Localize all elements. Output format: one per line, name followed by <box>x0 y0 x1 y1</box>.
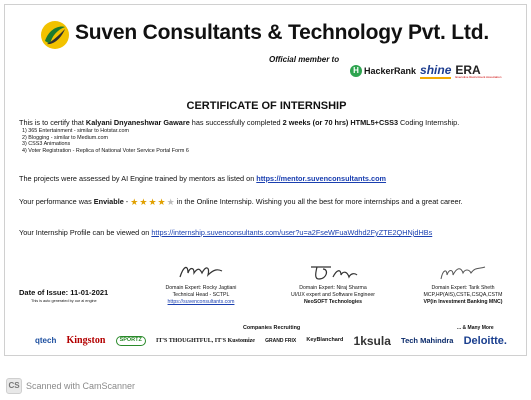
partner-logos <box>350 61 501 81</box>
signature-icon <box>437 261 489 283</box>
recruiter-logo: GRAND FRIX <box>265 337 297 344</box>
recruiter-logo: KeyBlanchard <box>306 337 344 344</box>
performance-rating-text: Enviable <box>93 197 124 206</box>
era-logo: ERA Executive Recruitment Association <box>455 62 502 79</box>
recruiter-logos <box>35 331 507 351</box>
recruiter-logo: Tech Mahindra <box>401 336 454 346</box>
recruiter-logo: 1ksula <box>353 334 391 348</box>
project-item: 4) Voter Registration - Replica of National Voter Service Portal Form 6 <box>22 147 189 154</box>
official-member-label: Official member to <box>269 55 340 64</box>
recruiter-logo: SPORTZ <box>116 336 146 346</box>
certificate-body <box>19 118 519 154</box>
suven-website-link[interactable]: https://suvenconsultants.com <box>167 299 235 305</box>
certificate <box>4 4 527 356</box>
project-item: 2) Blogging - similar to Medium.com <box>22 134 108 141</box>
signatory-2: Domain Expert: Niraj Sharma UI/UX expert and Software Engineer NeoSOFT Technologies <box>273 261 393 306</box>
profile-link[interactable]: https://internship.suvenconsultants.com/user?u=a2FseWFuaWdhd2FyZTE2QHNjdHBs <box>151 228 433 237</box>
hackerrank-icon: H <box>350 65 362 77</box>
intern-name: Kalyani Dnyaneshwar Gaware <box>85 118 190 127</box>
camscanner-label: Scanned with CamScanner <box>26 381 136 391</box>
assessment-statement: The projects were assessed by AI Engine trained by mentors as listed on https://mentor.suvenconsultants.com <box>19 174 387 183</box>
certificate-heading: CERTIFICATE OF INTERNSHIP <box>186 100 347 112</box>
camscanner-icon: CS <box>6 378 22 394</box>
trophy-star-icon: ★ <box>148 196 157 207</box>
certify-statement: This is to certify that Kalyani Dnyaneshwar Gaware has successfully completed 2 weeks (or 70 hrs) HTML5+CSS3 Coding Internship. <box>19 118 460 127</box>
recruiter-logo: IT'S THOUGHTFUL, IT'S Kustomize <box>156 338 255 344</box>
trophy-star-icon: ★ <box>130 196 139 207</box>
signatory-3: Domain Expert: Tarik Sheth MCP,HP(AIS),CSTE,CSQA,CSTM VP(in Investment Banking MNC) <box>405 261 521 306</box>
rating-stars <box>130 198 174 207</box>
project-item: 1) 365 Entertainment - similar to Hotstar.com <box>22 128 129 134</box>
trophy-star-icon: ★ <box>157 196 166 207</box>
trophy-star-icon: ★ <box>139 196 148 207</box>
performance-statement: Your performance was Enviable - ★ ★ ★ ★ ★ in the Online Internship. Wishing you all the best for more internships and a great career. <box>19 196 463 207</box>
internship-duration: 2 weeks (or 70 hrs) HTML5+CSS3 <box>282 118 398 127</box>
signature-icon <box>176 261 226 283</box>
recruiter-logo: Deloitte. <box>463 334 507 347</box>
project-item: 3) CSS3 Animations <box>22 141 71 148</box>
auto-generated-note: This is auto generated by our ai engine <box>31 299 97 303</box>
recruiting-title: Companies Recruiting <box>243 325 301 331</box>
company-name: Suven Consultants & Technology Pvt. Ltd. <box>75 21 489 44</box>
profile-statement: Your Internship Profile can be viewed on https://internship.suvenconsultants.com/user?u=a2FseWFuaWdhd2FyZTE2QHNjdHBs <box>19 228 433 237</box>
signature-icon <box>307 261 359 283</box>
shine-logo: shine <box>420 62 452 77</box>
date-of-issue: Date of Issue: 11-01-2021 <box>19 288 109 297</box>
hackerrank-logo: H HackerRank <box>350 65 416 77</box>
recruiter-logo: Kingston <box>66 335 106 346</box>
many-more-label: ... & Many More <box>457 325 494 331</box>
suven-logo-icon <box>41 21 69 49</box>
trophy-star-empty-icon: ★ <box>166 196 175 207</box>
mentor-link[interactable]: https://mentor.suvenconsultants.com <box>256 174 387 183</box>
project-list <box>22 128 519 154</box>
signatory-1: Domain Expert: Rocky Jagtiani Technical Head - SCTPL https://suvenconsultants.com <box>145 261 257 306</box>
recruiter-logo: qtech <box>35 336 57 345</box>
camscanner-watermark <box>6 378 135 394</box>
